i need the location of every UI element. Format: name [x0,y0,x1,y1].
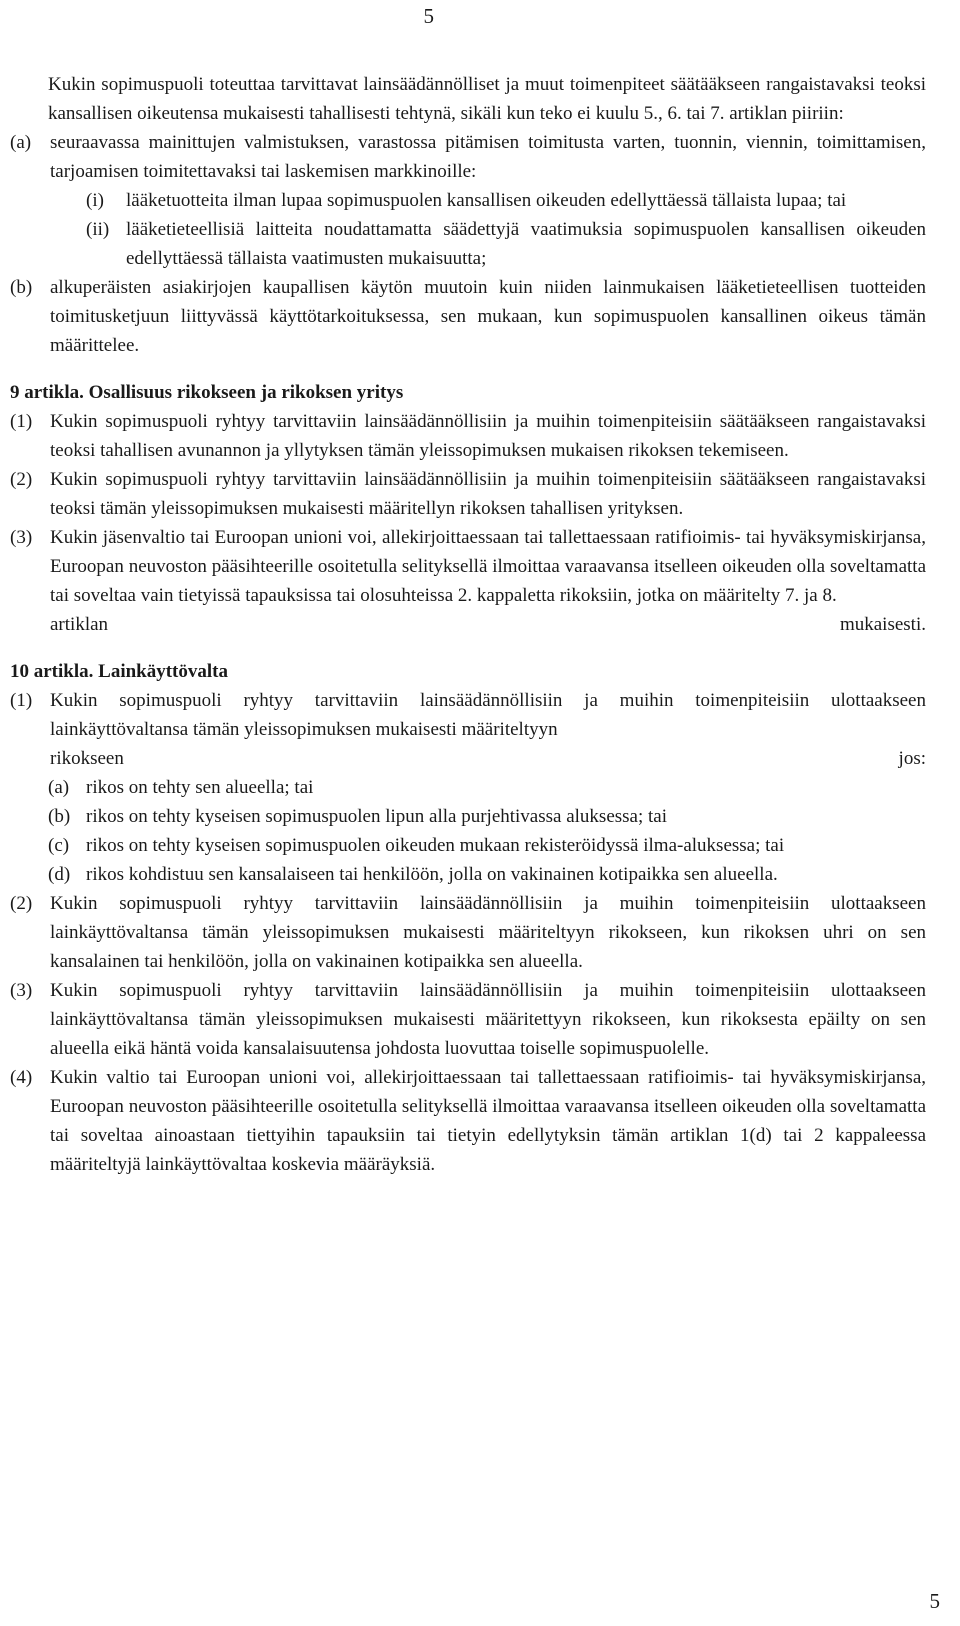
paragraph-last-line [50,744,926,773]
last-line-left: artiklan [50,614,109,635]
list-item [48,773,926,802]
paragraph-label: (2) [10,469,33,490]
last-line-right: jos: [898,748,926,769]
document-body [10,70,926,1179]
page-number-bottom: 5 [929,1589,940,1613]
article-10-paragraph-2 [10,889,926,976]
list-item-a [10,128,926,186]
item-label: (a) [10,132,32,153]
paragraph-text: Kukin valtio tai Euroopan unioni voi, allekirjoittaessaan tai tallettaessaan ratifioimis- tai hyväksymiskirjansa, Euroopan neuvoston pääsihteerille osoitetulla selityksellä ilmoittaa varaavansa itselleen oikeuden olla soveltamatta tai soveltaa ainoastaan tiettyihin tapauksiin tai tietyin edellytyksin tämän artiklan 1(d) tai 2 kappaleessa määriteltyjä lainkäyttövaltaa koskevia määräyksiä. [50,1067,926,1175]
item-label: (d) [48,864,71,885]
paragraph-text: Kukin sopimuspuoli ryhtyy tarvittaviin lainsäädännöllisiin ja muihin toimenpiteisiin säätääkseen rangaistavaksi teoksi tahallisen avunannon ja yllytyksen tämän yleissopimuksen mukaisen rikoksen tekemiseen. [50,411,926,461]
list-item-b [10,273,926,360]
list-item-ii [86,215,926,273]
item-label: (a) [48,777,70,798]
paragraph-label: (4) [10,1067,33,1088]
paragraph-label: (3) [10,980,33,1001]
paragraph-label: (1) [10,411,33,432]
paragraph-text [50,523,926,639]
list-item [48,802,926,831]
article-10-paragraph-4 [10,1063,926,1179]
article-10-heading [10,657,926,686]
paragraph-label: (1) [10,690,33,711]
article-9-paragraph-3 [10,523,926,639]
paragraph-text: Kukin sopimuspuoli ryhtyy tarvittaviin lainsäädännöllisiin ja muihin toimenpiteisiin ulottaakseen lainkäyttövaltansa tämän yleissopimuksen mukaisesti määritettyyn rikokseen, kun rikoksesta epäilty on sen alueella eikä häntä voida kansalaisuutensa johdosta luovuttaa toiselle sopimuspuolelle. [50,980,926,1059]
item-label: (ii) [86,219,110,240]
jurisdiction-items [48,773,926,889]
list-item-i [86,186,926,215]
paragraph-text: Kukin sopimuspuoli ryhtyy tarvittaviin lainsäädännöllisiin ja muihin toimenpiteisiin ulottaakseen lainkäyttövaltansa tämän yleissopimuksen mukaisesti määriteltyyn rikokseen, kun rikoksen uhri on sen kansalainen tai henkilöön, jolla on vakinainen kotipaikka sen alueella. [50,893,926,972]
item-label: (c) [48,835,70,856]
last-line-right: mukaisesti. [839,614,926,635]
item-label: (b) [48,806,71,827]
item-text: rikos kohdistuu sen kansalaiseen tai henkilöön, jolla on vakinainen kotipaikka sen alueella. [86,864,778,885]
paragraph-label: (3) [10,527,33,548]
item-text: rikos on tehty kyseisen sopimuspuolen lipun alla purjehtivassa aluksessa; tai [86,806,667,827]
item-text: lääketuotteita ilman lupaa sopimuspuolen kansallisen oikeuden edellyttäessä tällaista lupaa; tai [126,190,847,211]
item-text: seuraavassa mainittujen valmistuksen, varastossa pitämisen toimitusta varten, tuonnin, viennin, toimittamisen, tarjoamisen toimitettavaksi tai laskemisen markkinoille: [50,132,926,182]
paragraph-text [50,686,926,773]
last-line-left: rikokseen [50,748,124,769]
item-text: alkuperäisten asiakirjojen kaupallisen käytön muutoin kuin niiden lainmukaisen lääketieteellisen tuotteiden toimitusketjuun liittyvässä käyttötarkoituksessa, sen mukaan, kun sopimuspuolen kansallinen oikeus tämän määrittelee. [50,277,926,356]
paragraph-body: Kukin sopimuspuoli ryhtyy tarvittaviin lainsäädännöllisiin ja muihin toimenpiteisiin ulottaakseen lainkäyttövaltansa tämän yleissopimuksen mukaisesti määriteltyyn [50,690,926,740]
article-10-paragraph-1 [10,686,926,773]
article-number: 10 artikla. [10,661,94,682]
article-number: 9 artikla. [10,382,84,403]
page-number-top: 5 [423,4,434,28]
article-title: Lainkäyttövalta [98,661,228,682]
item-label: (i) [86,190,104,211]
paragraph-body: Kukin jäsenvaltio tai Euroopan unioni voi, allekirjoittaessaan tai tallettaessaan ratifioimis- tai hyväksymiskirjansa, Euroopan neuvoston pääsihteerille osoitetulla selityksellä ilmoittaa varaavansa itselleen oikeuden olla soveltamatta tai soveltaa vain tietyissä tapauksissa tai olosuhteissa 2. kappaletta rikoksiin, jotka on määritelty 7. ja 8. [50,527,926,606]
paragraph-label: (2) [10,893,33,914]
list-item [48,860,926,889]
article-9-heading [10,378,926,407]
article-10-paragraph-3 [10,976,926,1063]
item-text: lääketieteellisiä laitteita noudattamatta säädettyjä vaatimuksia sopimuspuolen kansallisen oikeuden edellyttäessä tällaista vaatimusten mukaisuutta; [126,219,926,269]
item-text: rikos on tehty sen alueella; tai [86,777,314,798]
item-label: (b) [10,277,33,298]
article-9-paragraph-1 [10,407,926,465]
paragraph-last-line [50,610,926,639]
paragraph-text: Kukin sopimuspuoli ryhtyy tarvittaviin lainsäädännöllisiin ja muihin toimenpiteisiin säätääkseen rangaistavaksi teoksi tämän yleissopimuksen mukaisesti määritellyn rikoksen tahallisen yrityksen. [50,469,926,519]
list-item [48,831,926,860]
intro-paragraph: Kukin sopimuspuoli toteuttaa tarvittavat lainsäädännölliset ja muut toimenpiteet säätääkseen rangaistavaksi teoksi kansallisen oikeutensa mukaisesti tahallisesti tehtynä, sikäli kun teko ei kuulu 5., 6. tai 7. artiklan piiriin: [48,74,926,124]
article-9-paragraph-2 [10,465,926,523]
item-text: rikos on tehty kyseisen sopimuspuolen oikeuden mukaan rekisteröidyssä ilma-aluksessa; tai [86,835,785,856]
article-title: Osallisuus rikokseen ja rikoksen yritys [88,382,404,403]
